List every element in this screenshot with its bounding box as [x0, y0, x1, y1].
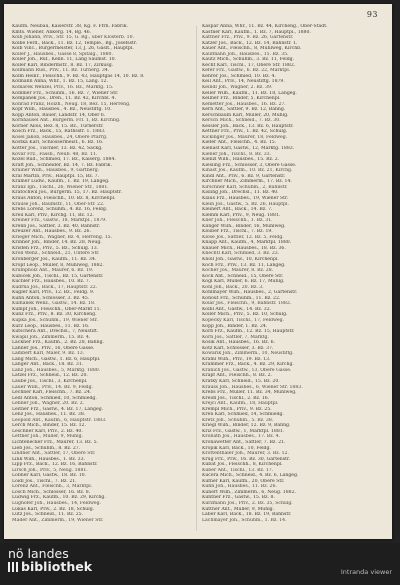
directory-entry: Kranich Jos., Gastw., 13, Obere Gasse.	[202, 367, 292, 373]
directory-entry: Lobner Karl, Gastw., 18. Bz. 10.	[12, 473, 87, 479]
directory-entry: Kautz Mich., Schuhm., 3. Bz. 11, Feldg.	[202, 57, 295, 63]
directory-entry: Kunz Frz., Priv., 8. Bz. 30, Kircheng.	[12, 312, 97, 318]
directory-entry: Kratky Karl, Schneid., 15. Bz. 20.	[202, 379, 280, 384]
directory-entry: Latzel Frz., Schneid., 12. Bz. 20.	[12, 373, 88, 379]
directory-entry: Kral Martin, Priv., Hauptpl. 15, Bz. 7.	[12, 173, 100, 179]
directory-entry: Kolm Heinr., Fleischh., 9. Bz. 43, Hauptgas 14, 10. Bz. 8.	[12, 73, 145, 79]
directory-entry: Lukas Karl, Priv., 2. Bz. 18, Schulg.	[12, 506, 95, 512]
directory-entry: Kühn Joh., Hausbes., 11. Bz. 26.	[202, 484, 277, 490]
directory-entry: Kufner Karl, Kaufm., 20, Obere Str.	[202, 478, 285, 484]
directory-entry: Lauer Wilh., Priv., 14. Bz. 9, Feldg.	[12, 384, 94, 390]
directory-entry: Krapf Ant., Fleischh., 8. Bz. 2.	[202, 373, 272, 379]
directory-entry: Knoll Joh., Gastw., 10, Kirchenpl.	[202, 256, 279, 262]
directory-entry: Lechner Karl, Fleischh., 7. Bz. 24.	[12, 390, 92, 396]
directory-entry: Kirschner Karl, Schuhm., 2, Bahnstr.	[202, 184, 288, 190]
directory-entry: Kohlmayer Wilh., Hausbes., 2, Gartenstr.	[202, 290, 298, 296]
directory-entry: Kropf Leop., Müller, 8, Mühlweg, 1882.	[12, 262, 104, 268]
directory-entry: Kuhn Anton, Schlosser, 3. Bz. 45.	[12, 295, 90, 301]
directory-entry: Kehrer Jos., Schmied, 10. Bz. 4.	[202, 73, 276, 79]
directory-entry: Kulhanek Wenz., Gastw., 14. Bz. 18.	[12, 301, 96, 307]
directory-entry: Ludwig Frz., Kaufm., 10. Bz. 29, Kirchg.	[12, 495, 106, 501]
directory-entry: Lahner Jos., Priv., 16, Obere Gasse.	[12, 345, 95, 351]
directory-entry: Kozel Rud., Schmied, 17. Bz., Kaiserg. 1884.	[12, 157, 116, 163]
logo-line-2: bibliothek	[21, 559, 93, 574]
barcode-icon	[8, 562, 18, 572]
directory-entry: Laube Jos., Tischl., 3, Kirchenpl.	[12, 379, 88, 384]
directory-entry: Kinast Jos., Kaufm., 10. Bz. 21, Kirchg.	[202, 168, 293, 174]
directory-entry: Lerch Mich., Binder, 15. Bz. 12.	[12, 423, 86, 429]
directory-entry: Kraml Wilh., Priv., 19. Bz. 13.	[202, 356, 271, 362]
directory-entry: Kmts. Wiener, Ankerg. 14, Bg. 46.	[12, 29, 92, 35]
directory-entry: Klose Jos., Sattler, 12. Bz. 5, Feldg.	[202, 234, 284, 240]
directory-entry: Kindl Ant., Priv., 6. Bz. 9, Gartenstr.	[202, 173, 286, 179]
directory-entry: Kaufm. Neubau, Kaiserstr. 38, Kg. F. Ffrn. Fabrik.	[12, 24, 128, 29]
directory-entry: Krenn Jos., Sattler, 3. Bz. 40, Bahnstr.	[12, 223, 101, 229]
directory-entry: Link Wilh., Hausbes., 1. Bz. 33.	[12, 456, 85, 462]
directory-entry: Kocher Jos., Maurer, 8. Bz. 28.	[202, 268, 274, 274]
directory-entry: Langer Ant., Bäck., 18. Bz. 31.	[12, 362, 84, 368]
directory-entry: Lehner Joh., Wagner, 20. Bz. 2.	[12, 401, 85, 407]
directory-entry: Kropik Karl, Bäck., 10, Feldg.	[202, 445, 271, 451]
directory-entry: Kraus Anton, Fleischh., 10. Bz. 8, Kirchenpl.	[12, 195, 116, 201]
directory-entry: Kumpf Joh., Fleischh., Ober-Markt 11.	[12, 306, 101, 312]
directory-entry: Kreiner Frz., Gastw., 18, Marktpl., 1879.	[12, 218, 107, 224]
directory-entry: Lachmayer Joh., Schuhm., 1. Bz. 14.	[202, 517, 287, 523]
directory-entry: Lorenz Ant., Fleischh., 3, Marktpl.	[12, 484, 93, 490]
directory-entry: Lichtenecker Frz., Maurer, 13. Bz. 5.	[12, 440, 98, 446]
directory-entry: Kellner Frz., Binder, 5, Kirchenpl.	[202, 96, 281, 102]
directory-entry: Keller Wilh., Kaufm., 11. Bz. 18, Langeg.	[202, 90, 297, 96]
directory-entry: Kaspar Anna, Whr., 11. Bz. 44, Kircheng., Ober-Stadt.	[202, 24, 328, 29]
directory-entry: Kopecky Karl, Tischl., 17, Feldweg.	[202, 317, 285, 323]
directory-entry: Kleinert Ant., Bäck., 14. Bz. 7.	[202, 207, 273, 213]
directory-entry: Kolb Johann, Priv., Str. 15, G. Bg., über Klosterb. 10.	[12, 35, 134, 41]
directory-entry: Kreidl Jos., Tischl., 2. Bz. 16.	[202, 395, 270, 401]
directory-entry: Kirchner Mich., Zimmerm., 17. Bz. 14.	[202, 179, 292, 185]
directory-entry: Leopold Ant., Kaufm., 6, Hauptstr. 1883.	[12, 417, 107, 423]
directory-entry: Kolar Jos., Fleischh., 9, Bahnstr. 1882.	[202, 301, 292, 307]
directory-entry: Kriz Frz., Gastw., 1, Marktpl. 1881.	[202, 428, 285, 434]
directory-entry: Leschner Karl, Priv., 2. Bz. 40.	[12, 428, 83, 434]
directory-entry: Kohout Frz., Schuhm., 11. Bz. 22.	[202, 295, 281, 301]
directory-entry: Kupka Jos., Schuhm., 19, Wiener Str.	[12, 317, 98, 323]
directory-entry: Lirsch Joh., Priv., 5, Neug. 1881.	[12, 467, 88, 473]
directory-entry: Kolmann Anna, Whr., 1. Bz. 15, Lang. 12.	[12, 79, 108, 85]
directory-entry: Kosel Jakob, Hausbes., 24, Obere Pfarrg.	[12, 134, 108, 140]
directory-entry: Kugler Karl, Priv., 12. Bz., Feldg. 9.	[12, 290, 95, 296]
directory-entry: Kretz Joh., Schuhm., 5. Bz. 38.	[202, 417, 274, 423]
directory-entry: Kroll Wenz., Schneid., 21, Untere Str.	[12, 251, 100, 257]
directory-entry: Koller Mich., Priv., 5. Bz. 10, Schulg.	[202, 312, 288, 318]
directory-entry: Kutschera Ant., Drechsl., 7, Neustift.	[12, 329, 99, 335]
directory-entry: Ledl Anton, Schmied, 10, Schmiedg.	[12, 395, 97, 401]
directory-entry: Korb Frz., Kaufm., 12. Bz. 15, Hauptstr.	[202, 329, 295, 335]
directory-entry: Krug Frz., Priv., 16. Bz. 30, Gartenstr.	[202, 456, 291, 462]
directory-entry: Krainer Wilh., Hausbes., 9, Gärtnerg.	[12, 168, 100, 174]
directory-entry: Lambert Karl, Maler, 9. Bz. 13.	[12, 351, 85, 357]
directory-entry: Kriegl Wilh., Binder, 12. Bz. 9, Bahng.	[202, 423, 291, 429]
directory-entry: Lettner Joh., Müller, 9, Mühlg.	[12, 434, 84, 440]
directory-entry: Krottenthaler Joh., Maurer, 3. Bz. 12.	[202, 451, 289, 457]
directory-entry: Krempl Mich., Priv., 9. Bz. 25.	[202, 406, 272, 412]
directory-entry: Köck Ant., Schneid., 15, Obere Str.	[202, 273, 284, 279]
directory-entry: Kölbl Ant., Gastw., 14. Bz. 32.	[202, 306, 272, 312]
directory-entry: Keil Ant., Priv., 14, Neustiftg. 1879.	[202, 79, 285, 85]
directory-entry: Kastner Karl, Kaufm., 1. Bz. 7, Hauptpl., 1880.	[202, 29, 311, 35]
directory-entry: Klein Jos., Gastw., 5. Bz. 26, Hauptpl.	[202, 201, 289, 207]
directory-entry: Kren Karl, Schmied, 14, Schmiedg.	[202, 412, 284, 418]
directory-entry: Kopp Anton, Bauer, Landstr. 14, Ober 6.	[12, 112, 106, 118]
page-number: 93	[366, 10, 378, 19]
directory-entry: Koch Frz., Priv., 13. Bz. 11, Langeg.	[202, 262, 286, 268]
directory-entry: Kreuzer Ant., Hausbes., 9. Bz. 26.	[12, 229, 91, 235]
logo-line-1: nö landes	[8, 546, 69, 561]
directory-entry: Kuchler Frz., Hausbes., 10. Bz. 7.	[12, 279, 91, 285]
directory-entry: Korn Jos., Sattler, 7, Marktg.	[202, 334, 269, 340]
directory-entry: Krauss Joh., Hausbes., 6, Wiener Str. 1883.	[202, 384, 303, 390]
left-column	[12, 24, 190, 534]
directory-entry: Kompanek Jos., Dreh., 11. Bz. 42, Kirchbl. 4.	[12, 96, 116, 102]
directory-entry: Konrad Franz, Holzh., Neug. 18, Bez. 15, Herreng.	[12, 101, 131, 107]
directory-entry: Lieb Jos., Schuhm., 8. Bz. 27.	[12, 445, 81, 451]
directory-entry: Kecht Karl, Tischl., 17, Obere Str. 1882.	[202, 62, 296, 68]
directory-entry: Kronberger Jos., Kaufm., 11. Bz. 34.	[12, 256, 97, 262]
directory-entry: Kersch Mich., Schneid., 7. Bz. 30.	[202, 118, 281, 124]
directory-entry: Knechtl Karl, Schmied, 3. Bz. 23.	[202, 251, 280, 257]
directory-entry: Kommer Frz., Schuhm., 16. Bz. 7, Wiener Str.	[12, 90, 119, 96]
directory-entry: Kosch Frz., Bäck., 15, Rathsstr. 1. 1883.	[12, 129, 106, 135]
directory-entry: Katzer Jos., Bäck., 12. Bz. 14, Bahnstr. 1.	[202, 40, 298, 46]
directory-entry: Lindner Ant., Sattler, 17, Obere Str.	[12, 451, 96, 457]
directory-entry: Knauer Mich., Hausbes., 18. Bz. 36.	[202, 245, 286, 251]
directory-entry: Kučera Mich., Schneid., 4. Bz. 6, Langeg.	[202, 473, 299, 479]
directory-entry: Kessler Joh., Bäck., 13. Bz. 6, Hauptstr.	[202, 123, 294, 129]
directory-entry: Kuntner Frz., Gastw., 15. Bz. 8.	[202, 495, 275, 501]
directory-entry: Kiesling Frz., Schlosser, 3, Obere Gasse.	[202, 162, 297, 168]
directory-entry: Keindl Joh., Wagner, 2. Bz. 39.	[202, 85, 273, 91]
directory-entry: Kauer Ant., Fleischh., 8, Mühlweg, Kirchb.	[202, 46, 302, 52]
directory-entry: Krejci Ant., Kaufm., 18, Hauptpl.	[202, 401, 279, 407]
directory-entry: Kwapil Joh., Zimmerm., 15. Bz. 4.	[12, 334, 91, 340]
directory-entry: Kemetter Jos., Hausbes., 16. Bz. 27.	[202, 101, 286, 107]
directory-entry: Kotter Jos., Tischler, 13. Bz. 42, Sackg.	[12, 146, 103, 152]
directory-entry: Kickinger Jos., Maurer, 18, Feldweg.	[202, 134, 288, 140]
directory-entry: Kreil Karl, Priv., Kirchg. 11, Bz. 12.	[12, 212, 94, 218]
column-divider	[196, 26, 197, 531]
directory-entry: Klemm Karl, Priv., 9, Neug. 1881.	[202, 212, 281, 218]
directory-entry: Lenz Jos., Hausbes., 11. Bz. 38.	[12, 412, 86, 418]
directory-entry: Kiefer Ant., Fleischh., 4. Bz. 15.	[202, 140, 277, 146]
directory-entry: Kloiber Frz., Tischl., 7. Bz. 19.	[202, 229, 273, 235]
directory-entry: Klier Joh., Fleischh., 1. Bz. 31.	[202, 218, 273, 224]
directory-entry: Krobath Jos., Hausbes., 17. Bz. 4.	[202, 434, 281, 440]
directory-entry: Lang Mich., Gastw., 1. Bz. 6, Hauptpl.	[12, 356, 101, 362]
directory-entry: Kowarik Joh., Zimmerm., 10, Neustiftg.	[202, 351, 294, 357]
directory-entry: Kostka Karl, Schlossermeist., 6. Bz. 16.	[12, 140, 104, 146]
directory-entry: Lughofer Joh., Hausbes., 14, Feldweg.	[12, 501, 102, 507]
directory-entry: Kuber Ant., Tischl., 13. Bz. 17.	[202, 467, 274, 473]
directory-entry: Kubicek Joh., Tischl., Bz. 15, Gartenstr.	[12, 273, 104, 279]
directory-entry: Klinger Wilh., Binder, 16, Mühlweg.	[202, 223, 286, 229]
directory-entry: Kristen Frz., Priv., 5. Bz., Schulg. 13.	[12, 245, 99, 251]
directory-entry: Kratochwil Jos., Bürgerm. 15, 17. Bz. Hauptstr.	[12, 190, 122, 196]
viewer-label[interactable]: Intranda viewer	[340, 568, 392, 576]
directory-entry: Krieger Mich., Wagner, Bz. 4, Herreng. 15.	[12, 234, 113, 240]
directory-entry: Kerschbaum Karl, Müller, 20, Mühlg.	[202, 112, 289, 118]
directory-entry: Krause Joh., Baumstr., 11, Ober-Str. 22.	[12, 201, 105, 207]
right-column	[202, 24, 380, 534]
directory-entry: Koller Karl, Bindermstr., 8. Bz. 17, Zirkusg.	[12, 62, 114, 68]
directory-entry: Kögl Karl, Müller, 6. Bz. 17, Mühlg.	[202, 279, 285, 285]
directory-entry: Laber Karl, Bäck., 18. Bz. 19, Bahnstr.	[202, 512, 292, 518]
directory-entry: Krammer Frz., Bäck., 4. Bz. 29, Kirchg.	[202, 362, 294, 368]
directory-entry: Lanz Joh., Hausbes., 5, Marktg. 1880.	[12, 367, 101, 373]
directory-entry: Kiener Joh., Tischl., 8. Bz. 33.	[202, 151, 272, 157]
directory-entry: Krebs Frz., Müller, 11. Bz. 34, Mühlweg.	[202, 390, 297, 396]
directory-entry: Kosik Ant., Hausbes., 16. Bz. 6.	[202, 340, 275, 346]
directory-entry: Krinner Joh., Binder, 14. Bz. 28, Neug.	[12, 240, 102, 246]
directory-entry: Kronawetter Ant., Sattler, 7. Bz. 21.	[202, 440, 286, 446]
directory-entry: Mader Ant., Zimmerm., 19, Wiener Str.	[12, 517, 104, 523]
directory-page	[4, 4, 392, 539]
directory-entry: Kurzmann Jos., Priv., 2. Bz. 35, Schulg.	[202, 501, 293, 507]
directory-entry: Koller Joh., Ruf., Kelln. 11, Lang Saumst. 10.	[12, 57, 117, 63]
directory-entry: Kranz Ign., Tischl., 26, Wiener Str., 1881.	[12, 184, 109, 190]
directory-entry: Kramer Ludw., Kaufm., 1. Bz. 19, Langeg.	[12, 179, 110, 185]
directory-entry: Kudrna Jos., Bäck., 17, Hauptstr. 22.	[12, 284, 98, 290]
directory-entry: Leitner Frz., Gastw., 4. Bz. 17, Langeg.	[12, 406, 104, 412]
directory-entry: Kaufmann Joh., Hausbes., 15. Bz. 35.	[202, 51, 289, 57]
directory-entry: Kolbe Ferd., Bäck., 11. Bz. 12, Temple., Bg., Josefsstr.	[12, 40, 138, 46]
directory-entry: Koller J., Hausbes., Gasse 8, Spitalg., 1880.	[12, 51, 113, 57]
directory-entry: Krumpholz Ant., Maurer, 6. Bz. 19.	[12, 268, 94, 274]
directory-entry: Loidl Jos., Tischl., 7. Bz. 21.	[12, 478, 77, 484]
directory-entry: Kettner Frz., Priv., 1. Bz. 42, Schulg.	[202, 129, 288, 135]
directory-entry: Lutz Jos., Schneid., 11. Bz. 25.	[12, 512, 84, 518]
directory-entry: Krebs Lorenz, Schuhm., 4. Bz. 16, Feldg.	[12, 207, 108, 213]
directory-entry: Kornhäusel Ant., Bürgerm. Frl. 1, Bz. Kirchbg.	[12, 118, 121, 124]
directory-entry: Kienzl Wilh., Hausbes., 15. Bz. 2.	[202, 157, 280, 163]
library-logo[interactable]	[8, 547, 92, 573]
directory-entry: Lackner Frz., Kaufm., 2. Bz. 28, Bahng.	[12, 340, 104, 346]
directory-entry: Kollmann Rud., Priv., 11. Bz. Turnerg. 34.	[12, 68, 110, 74]
directory-entry: Korner Alois, Bez. 8, 15. Bz., Turnerstr.	[12, 123, 104, 129]
directory-entry: Klaus Frz., Hausbes., 19, Wiener Str.	[202, 195, 289, 201]
directory-entry: Komarek Wenzel, Priv., 16. Bz., Marktg. 15.	[12, 85, 114, 91]
directory-entry: Kurz Leop., Hausbes., 11. Bz. 16.	[12, 323, 90, 329]
viewer-footer	[0, 543, 400, 585]
directory-entry: Lipp Frz., Bäck., 12. Bz. 16, Bahnstr.	[12, 462, 98, 468]
directory-entry: Kopf Wilh., Hausbes., 4. Bz., Neustiftg. 10.	[12, 107, 112, 113]
directory-entry: Kuttner Ant., Müller, 9, Mühlg.	[202, 506, 275, 512]
directory-entry: Kunert Wilh., Zimmerm., 6, Neug. 1882.	[202, 489, 296, 495]
directory-entry: Kern Ant., Sattler, 9. Bz. 12, Bahng.	[202, 107, 286, 113]
directory-entry: Kefer Frz., Gastw., 6. Bz. 22, Marktpl.	[202, 68, 291, 74]
directory-entry: Kolb Vinc., Bürgermeister, 13, J. 26, Gaslt., Hauptpl.	[12, 46, 134, 52]
directory-entry: Kovar Frz., Fassb., Neub. 48, Bz. 11.	[12, 151, 98, 157]
directory-entry: Kattner Frz., Priv., 9. Bz. 26, Gartenstr.	[202, 35, 294, 41]
directory-entry: Kraft Joh., Schneider, Bz. 14, 7. Bz. Fabrik.	[12, 162, 112, 168]
directory-entry: Kubat Jos., Fleischh., 8, Kirchenpl.	[202, 462, 283, 468]
directory-entry: Kotz Karl, Schlosser, 3. Bz. 37.	[202, 345, 274, 351]
directory-entry: Kienast Karl, Gastw., 12, Marktg. 1883.	[202, 146, 295, 152]
directory-entry: Kisling Joh., Drechsl., 11. Bz. 40.	[202, 190, 279, 196]
directory-entry: Kohl Joh., Bäck., 20. Bz. 3.	[202, 284, 264, 290]
directory-entry: Losch Mich., Schlosser, 16. Bz. 8.	[12, 489, 91, 495]
directory-entry: Kopp Joh., Binder, 1. Bz. 24.	[202, 323, 268, 329]
directory-entry: Knapp Ant., Kaufm., 4, Marktpl. 1880.	[202, 240, 292, 246]
